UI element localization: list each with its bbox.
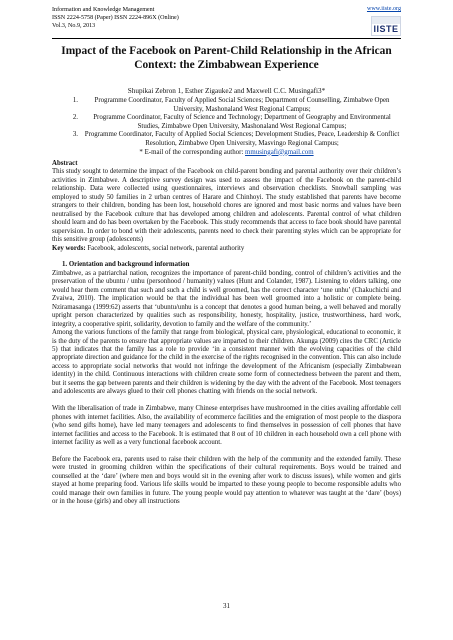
logo-text: IISTE bbox=[373, 24, 399, 34]
body-paragraph: With the liberalisation of trade in Zimbabwe, many Chinese enterprises have mushroomed in the cities availing affordable cell phones with internet facilities. Also, the availability of ecommerce facilities and the emigration of most people to the diaspora (who send gifts home), have led many teenagers and adolescents to find themselves in possession of cell phones that have internet facilities and access to the Facebook. It is estimated that 8 out of 10 children in each household own a cell phone with internet facility as well as a very functional facebook account. bbox=[52, 405, 401, 447]
body-paragraph: Zimbabwe, as a patriarchal nation, recognizes the importance of parent-child bonding, control of children’s activities and the preservation of the ubuntu / unhu (personhood / humanity) values (Hunt and Colander, 1987). Listening to elders talking, one would hear them comment that such and such a child is well groomed, has the correct character ‘une unhu’ (Chakuchichi and Zvaiwa, 2010). The implication would be that the individual has been well groomed into a holistic or complete being. Nziramasanga (1999:62) asserts that ‘ubuntu/unhu is a concept that denotes a good human being, a well behaved and morally upright person characterized by qualities such as responsibility, honesty, hospitality, justice, trustworthiness, hard work, integrity, a cooperative spirit, solidarity, devotion to family and the welfare of the community.’ bbox=[52, 269, 401, 328]
body-paragraph: Before the Facebook era, parents used to raise their children with the help of the community and the extended family. These were trusted in grooming children within the specifications of their cultural requirements. Boys would be trained and counselled at the ‘dare’ (where men and boys would sit in the evening after work to discuss issues), while women and girls stayed at home preparing food. Various life skills would be imparted to these young people to become responsible adults who could manage their own families in future. The young people would pay attention to whatever was taught at the ‘dare’ (boys) or in the house (girls) and obey all instructions bbox=[52, 456, 401, 506]
body-paragraph: Among the various functions of the family that range from biological, physical care, physiological, educational to economic, it is the duty of the parents to ensure that appropriate values are imparted to their children. Akunga (2009) cites the CRC (Article 5) that indicates that the family has a role to provide ‘in a consistent manner with the evolving capacities of the child appropriate direction and guidance for the child in the exercise of the rights recognised in the convention. This can also include access to appropriate social networks that would not infringe the development of the Africanism (especially Zimbabwean identity) in the child. Continuous interactions with children create some form of connectedness between the parent and them, but it seems the gap between parents and their children is widening by the day with the advent of the Facebook. Most teenagers and adolescents are always glued to their cell phones chatting with friends on the social network. bbox=[52, 329, 401, 396]
affiliation-item: 3. Programme Coordinator, Faculty of Applied Social Sciences; Development Studies, Peace, Leadership & Conflict Resolution, Zimbabwe Open University, Masvingo Regional Campus; bbox=[72, 131, 400, 147]
abstract-heading: Abstract bbox=[52, 160, 78, 167]
journal-header bbox=[52, 6, 179, 31]
paper-body bbox=[52, 160, 401, 507]
abstract-text: This study sought to determine the impact of the Facebook on child-parent bonding and parental authority over their children’s activities in Zimbabwe. A descriptive survey design was used to assess the impact of the Facebook on the parent-child relationship. Data were collected using questionnaires, interviews and observation checklists. Snowball sampling was employed to study 50 families in 2 urban centres of Harare and Chinhoyi. The study established that parents have become strangers to their children, bonding has been lost, household chores are ignored and most basic norms and values have been neutralised by the Facebook culture that has developed among children and adolescents. Parental control of what children should learn and do has been overtaken by the Facebook. This study recommends that access to face book should have parental supervision. In order to bond with their adolescents, parents need to check their parenting styles which can be appropriate for this sensitive group (adolescents) bbox=[52, 168, 401, 244]
corresponding-email-line: * E-mail of the corresponding author: mmusingafi@gmail.com bbox=[139, 148, 314, 156]
journal-issn: ISSN 2224-5758 (Paper) ISSN 2224-896X (Online) bbox=[52, 15, 179, 22]
journal-volume: Vol.3, No.9, 2013 bbox=[52, 23, 96, 30]
author-line bbox=[52, 87, 401, 96]
affiliation-item: 1. Programme Coordinator, Faculty of Applied Social Sciences; Department of Counselling, Zimbabwe Open University, Mashonaland West Regional Campus; bbox=[72, 97, 390, 113]
page-number: 31 bbox=[223, 602, 230, 610]
paper-title: Impact of the Facebook on Parent-Child Relationship in the African Context: the Zimbabwean Experience bbox=[61, 45, 392, 71]
email-link[interactable]: mmusingafi@gmail.com bbox=[245, 148, 314, 156]
authors-text: Shupikai Zebron 1, Esther Zigauke2 and Maxwell C.C. Musingafi3* bbox=[127, 87, 326, 95]
iiste-logo bbox=[371, 16, 401, 36]
affiliation-item: 2. Programme Coordinator, Faculty of Science and Technology; Department of Geography and Environmental Studies, Zimbabwe Open University, Mashonaland West Regional Campus; bbox=[72, 114, 391, 130]
journal-name: Information and Knowledge Management bbox=[52, 7, 155, 13]
affiliations bbox=[52, 97, 401, 157]
journal-url-link[interactable]: www.iiste.org bbox=[366, 6, 401, 12]
header-divider bbox=[52, 38, 401, 39]
section-heading: 1. Orientation and background information bbox=[62, 261, 190, 269]
keywords-line: Key words: Facebook, adolescents, social network, parental authority bbox=[52, 244, 245, 252]
